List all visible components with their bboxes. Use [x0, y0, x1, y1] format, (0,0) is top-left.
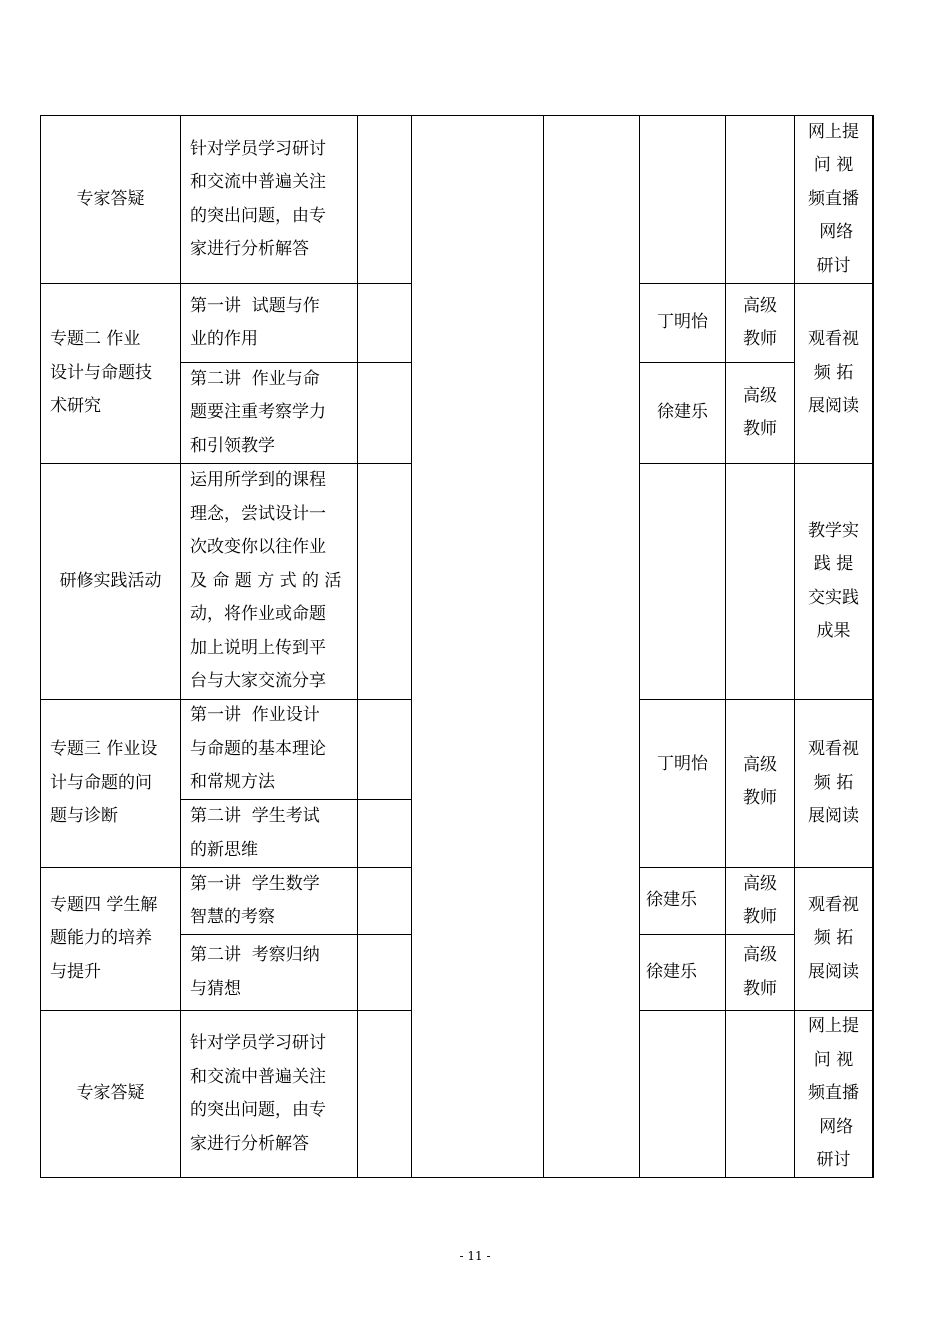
teacher-title: 高级 教师: [743, 873, 777, 927]
teacher-name: 丁明怡: [657, 754, 708, 775]
teacher-cell: [640, 284, 725, 362]
topic-cell: [50, 868, 180, 1010]
mode-text: 网上提 问 视 频直播 网络 研讨: [808, 1016, 859, 1171]
mode-text: 观看视 频 拓 展阅读: [808, 894, 859, 982]
mode-text: 教学实 践 提 交实践 成果: [808, 520, 859, 641]
mode-text: 观看视 频 拓 展阅读: [808, 739, 859, 827]
topic-cell: [50, 700, 180, 867]
mode-cell: [795, 1011, 872, 1177]
mode-text: 观看视 频 拓 展阅读: [808, 329, 859, 417]
content-cell: [190, 116, 357, 283]
lecture-text: 第二讲 作业与命 题要注重考察学力 和引领教学: [190, 368, 326, 456]
teacher-name: 徐建乐: [646, 890, 697, 911]
mode-cell: [795, 700, 872, 867]
mode-cell: [795, 868, 872, 1010]
content-cell: [190, 464, 357, 699]
mode-text: 网上提 问 视 频直播 网络 研讨: [808, 121, 859, 276]
lecture-content-cell: [190, 800, 357, 867]
teacher-name: 徐建乐: [646, 961, 697, 982]
teacher-title: 高级 教师: [743, 385, 777, 439]
teacher-cell: [640, 363, 725, 463]
teacher-name: 徐建乐: [657, 402, 708, 423]
topic-label: 研修实践活动: [59, 570, 162, 591]
topic-label: 专家答疑: [76, 1083, 145, 1104]
lecture-text: 第二讲 学生考试 的新思维: [190, 806, 320, 860]
content-text: 针对学员学习研讨 和交流中普遍关注 的突出问题，由专 家进行分析解答: [190, 1033, 326, 1154]
content-text: 针对学员学习研讨 和交流中普遍关注 的突出问题，由专 家进行分析解答: [190, 138, 326, 259]
topic-cell: [50, 284, 180, 463]
content-cell: [190, 1011, 357, 1177]
title-cell: [726, 935, 794, 1010]
teacher-name: 丁明怡: [657, 312, 708, 333]
lecture-content-cell: [190, 363, 357, 463]
lecture-content-cell: [190, 935, 357, 1010]
lecture-text: 第一讲 学生数学 智慧的考察: [190, 873, 320, 927]
teacher-title: 高级 教师: [743, 295, 777, 349]
title-cell: [726, 284, 794, 362]
topic-cell: [41, 464, 180, 699]
lecture-text: 第一讲 试题与作 业的作用: [190, 295, 320, 349]
topic-label: 专题三 作业设 计与命题的问 题与诊断: [50, 739, 158, 827]
lecture-content-cell: [190, 700, 357, 799]
topic-cell: [41, 116, 180, 283]
content-text: 运用所学到的课程 理念，尝试设计一 次改变你以往作业 及 命 题 方 式 的 活 动，将作业或命题 加上说明上传到平 台与大家交流分享: [190, 470, 342, 692]
mode-cell: [795, 464, 872, 699]
title-cell: [726, 363, 794, 463]
lecture-text: 第一讲 作业设计 与命题的基本理论 和常规方法: [190, 705, 326, 793]
topic-label: 专题四 学生解 题能力的培养 与提升: [50, 894, 158, 982]
title-cell: [726, 700, 794, 864]
teacher-cell: [646, 935, 725, 1010]
lecture-text: 第二讲 考察归纳 与猜想: [190, 945, 320, 999]
page-number: - 11 -: [459, 1249, 491, 1263]
topic-label: 专家答疑: [76, 188, 145, 209]
topic-label: 专题二 作业 设计与命题技 术研究: [50, 329, 152, 417]
teacher-cell: [640, 700, 725, 830]
teacher-title: 高级 教师: [743, 945, 777, 999]
mode-cell: [795, 284, 872, 463]
teacher-title: 高级 教师: [743, 754, 777, 808]
lecture-content-cell: [190, 868, 357, 934]
title-cell: [726, 868, 794, 934]
lecture-content-cell: [190, 284, 357, 362]
topic-cell: [41, 1011, 180, 1177]
mode-cell: [795, 116, 872, 283]
teacher-cell: [646, 868, 725, 934]
